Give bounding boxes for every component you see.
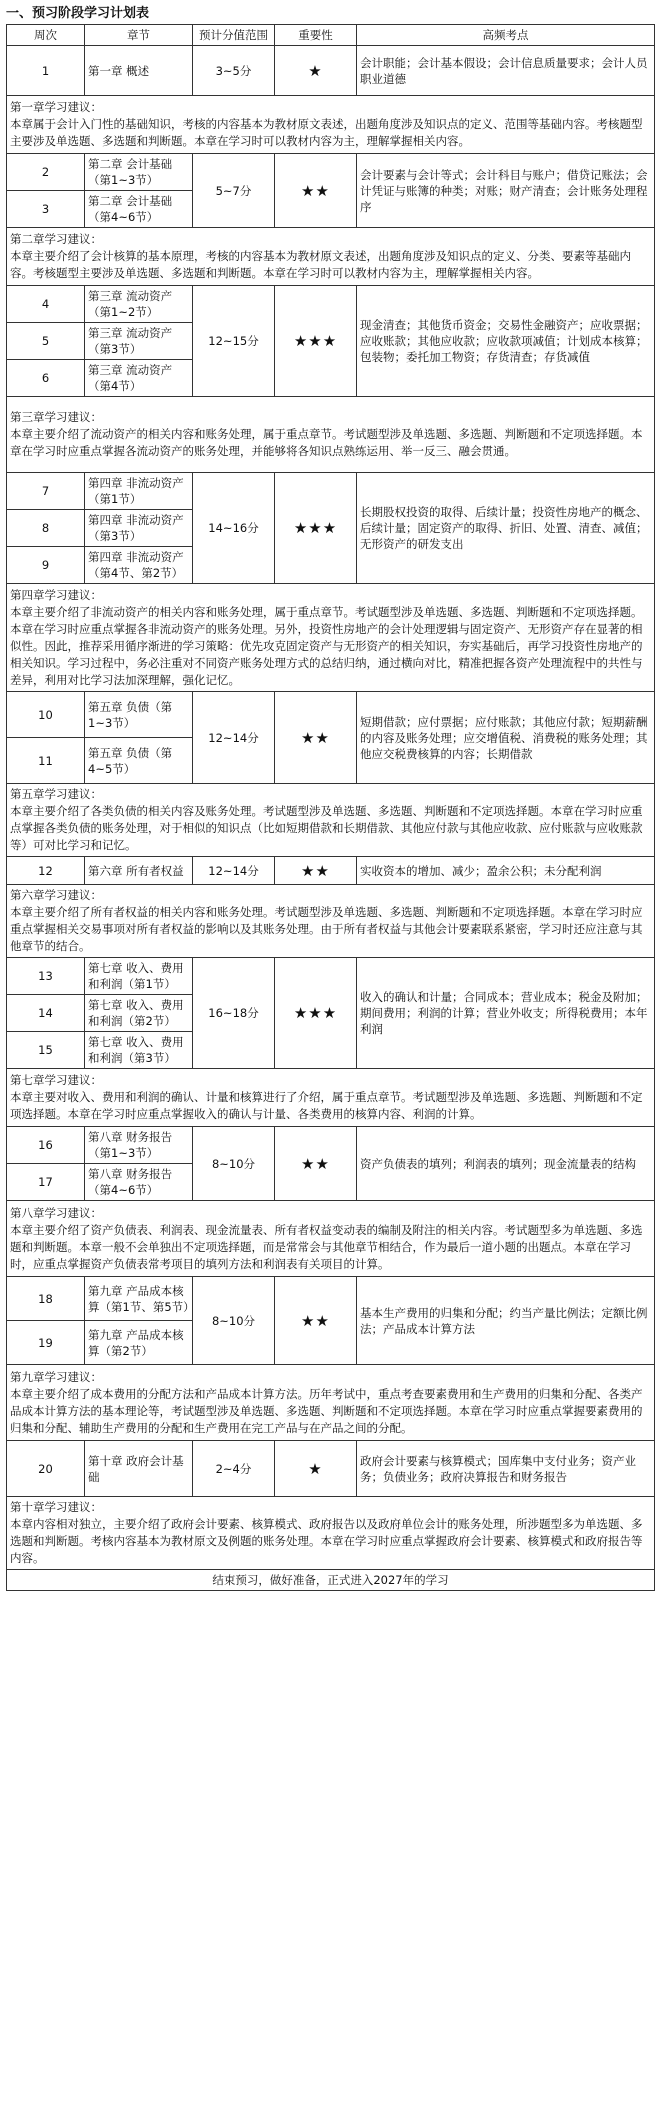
week-cell: 14 (7, 995, 85, 1032)
importance-stars: ★★ (275, 1127, 357, 1201)
table-row (7, 154, 655, 191)
section-cell: 第三章 流动资产（第3节） (85, 323, 193, 360)
importance-stars: ★★ (275, 692, 357, 784)
week-cell: 19 (7, 1321, 85, 1365)
importance-stars: ★★★ (275, 958, 357, 1069)
key-points-cell: 会计职能；会计基本假设；会计信息质量要求；会计人员职业道德 (357, 46, 655, 96)
week-cell: 8 (7, 510, 85, 547)
study-advice-row (7, 1497, 655, 1570)
week-cell: 2 (7, 154, 85, 191)
week-cell: 17 (7, 1164, 85, 1201)
week-cell: 3 (7, 191, 85, 228)
study-advice-title: 第八章学习建议： (10, 1205, 102, 1220)
key-points-cell: 资产负债表的填列；利润表的填列；现金流量表的结构 (357, 1127, 655, 1201)
section-cell: 第六章 所有者权益 (85, 857, 193, 885)
table-row (7, 958, 655, 995)
section-title: 一、预习阶段学习计划表 (6, 6, 150, 21)
week-cell: 16 (7, 1127, 85, 1164)
table-row (7, 1277, 655, 1321)
study-advice-title: 第六章学习建议： (10, 888, 102, 902)
score-cell: 8~10分 (193, 1277, 275, 1365)
section-cell: 第五章 负债（第4~5节） (85, 738, 193, 784)
section-cell: 第三章 流动资产（第4节） (85, 360, 193, 397)
study-advice-title: 第七章学习建议： (10, 1073, 102, 1087)
score-cell: 3~5分 (193, 46, 275, 96)
section-cell: 第五章 负债（第1~3节） (85, 692, 193, 738)
key-points-cell: 长期股权投资的取得、后续计量；投资性房地产的概念、后续计量；固定资产的取得、折旧、处置、清查、减值；无形资产的研发支出 (357, 473, 655, 584)
key-points-cell: 收入的确认和计量；合同成本；营业成本；税金及附加；期间费用；利润的计算；营业外收支；所得税费用；本年利润 (357, 958, 655, 1069)
study-advice-text: 本章主要介绍了成本费用的分配方法和产品成本计算方法。历年考试中，重点考查要素费用和生产费用的归集和分配、各类产品成本计算方法的基本理论等，考试题型涉及单选题、多选题、判断题和不定项选择题。本章在学习时应重点掌握要素费用的归集和分配、辅助生产费用的分配和生产费用在完工产品与在产品之间的分配。 (10, 1386, 643, 1435)
score-cell: 12~15分 (193, 286, 275, 397)
study-advice-title: 第十章学习建议： (10, 1500, 102, 1514)
study-advice-row (7, 784, 655, 857)
study-advice-title: 第二章学习建议： (10, 232, 102, 246)
week-cell: 5 (7, 323, 85, 360)
study-plan-table (6, 24, 655, 1591)
section-cell: 第八章 财务报告（第1~3节） (85, 1127, 193, 1164)
section-cell: 第二章 会计基础（第1~3节） (85, 154, 193, 191)
study-advice-row (7, 1069, 655, 1127)
table-row (7, 1441, 655, 1497)
study-advice-title: 第三章学习建议： (10, 410, 102, 424)
study-advice-text: 本章主要介绍了流动资产的相关内容和账务处理，属于重点章节。考试题型涉及单选题、多选题、判断题和不定项选择题。本章在学习时应重点掌握各流动资产的账务处理，并能够将各知识点熟练运用、举一反三、融会贯通。 (10, 427, 643, 458)
study-advice-text: 本章主要介绍了非流动资产的相关内容和账务处理，属于重点章节。考试题型涉及单选题、多选题、判断题和不定项选择题。本章在学习时应重点掌握各非流动资产的账务处理。另外，投资性房地产的会计处理逻辑与固定资产、无形资产存在显著的相似性。因此，推荐采用循序渐进的学习策略：优先攻克固定资产与无形资产的相关知识，夯实基础后，再学习投资性房地产的相关知识。学习过程中，务必注重对不同资产账务处理方式的总结归纳，通过横向对比，精准把握各资产处理流程中的共性与差异，利用对比学习法加深理解，强化记忆。 (10, 604, 643, 687)
section-cell: 第四章 非流动资产（第1节） (85, 473, 193, 510)
score-cell: 8~10分 (193, 1127, 275, 1201)
study-advice-title: 第一章学习建议： (10, 100, 102, 114)
study-advice-cell (7, 885, 655, 958)
footer-row (7, 1570, 655, 1591)
study-advice-text: 本章内容相对独立，主要介绍了政府会计要素、核算模式、政府报告以及政府单位会计的账务处理，所涉题型多为单选题、多选题和判断题。考核内容基本为教材原文及例题的账务处理。本章在学习时应重点掌握政府会计要素、核算模式和政府报告等内容。 (10, 1517, 643, 1565)
study-advice-cell (7, 397, 655, 473)
key-points-cell: 会计要素与会计等式；会计科目与账户；借贷记账法；会计凭证与账簿的种类；对账；财产清查；会计账务处理程序 (357, 154, 655, 228)
table-row (7, 473, 655, 510)
week-cell: 12 (7, 857, 85, 885)
table-row (7, 46, 655, 96)
week-cell: 6 (7, 360, 85, 397)
section-cell: 第四章 非流动资产（第3节） (85, 510, 193, 547)
section-cell: 第九章 产品成本核算（第1节、第5节） (85, 1277, 193, 1321)
study-advice-text: 本章主要对收入、费用和利润的确认、计量和核算进行了介绍，属于重点章节。考试题型涉及单选题、多选题、判断题和不定项选择题。本章在学习时应重点掌握收入的确认与计量、各类费用的核算内容、利润的计算。 (10, 1090, 643, 1121)
importance-stars: ★ (275, 1441, 357, 1497)
study-advice-cell (7, 1201, 655, 1277)
week-cell: 15 (7, 1032, 85, 1069)
study-advice-cell (7, 1365, 655, 1441)
study-advice-row (7, 96, 655, 154)
score-cell: 12~14分 (193, 857, 275, 885)
study-advice-text: 本章主要介绍了各类负债的相关内容及账务处理。考试题型涉及单选题、多选题、判断题和不定项选择题。本章在学习时应重点掌握各类负债的账务处理，对于相似的知识点（比如短期借款和长期借款、其他应付款与其他应收款、应付账款与应收账款等）可对比学习和记忆。 (10, 804, 643, 852)
score-cell: 14~16分 (193, 473, 275, 584)
study-advice-cell (7, 1069, 655, 1127)
key-points-cell: 现金清查；其他货币资金；交易性金融资产；应收票据；应收账款；其他应收款；应收款项减值；计划成本核算；包装物；委托加工物资；存货清查；存货减值 (357, 286, 655, 397)
week-cell: 4 (7, 286, 85, 323)
section-cell: 第三章 流动资产（第1~2节） (85, 286, 193, 323)
study-advice-text: 本章属于会计入门性的基础知识，考核的内容基本为教材原文表述，出题角度涉及知识点的定义、范围等基础内容。考核题型主要涉及单选题、多选题和判断题。本章在学习时可以教材内容为主，理解掌握相关内容。 (10, 117, 643, 148)
section-cell: 第八章 财务报告（第4~6节） (85, 1164, 193, 1201)
week-cell: 20 (7, 1441, 85, 1497)
importance-stars: ★★★ (275, 473, 357, 584)
study-advice-cell (7, 784, 655, 857)
study-advice-row (7, 1201, 655, 1277)
header-score: 预计分值范围 (193, 25, 275, 46)
week-cell: 18 (7, 1277, 85, 1321)
table-row (7, 1127, 655, 1164)
study-advice-cell (7, 96, 655, 154)
header-key-points: 高频考点 (357, 25, 655, 46)
importance-stars: ★★★ (275, 286, 357, 397)
week-cell: 7 (7, 473, 85, 510)
study-advice-title: 第五章学习建议： (10, 787, 102, 801)
key-points-cell: 实收资本的增加、减少；盈余公积；未分配利润 (357, 857, 655, 885)
section-cell: 第九章 产品成本核算（第2节） (85, 1321, 193, 1365)
table-row (7, 692, 655, 738)
study-advice-title: 第四章学习建议： (10, 587, 102, 602)
section-cell: 第二章 会计基础（第4~6节） (85, 191, 193, 228)
table-header-row (7, 25, 655, 46)
study-advice-text: 本章主要介绍了会计核算的基本原理，考核的内容基本为教材原文表述，出题角度涉及知识点的定义、分类、要素等基础内容。考核题型主要涉及单选题、多选题和判断题。本章在学习时可以教材内容为主，理解掌握相关内容。 (10, 249, 631, 280)
score-cell: 2~4分 (193, 1441, 275, 1497)
header-section: 章节 (85, 25, 193, 46)
footer-text: 结束预习，做好准备，正式进入2027年的学习 (7, 1570, 655, 1591)
table-body (7, 46, 655, 1591)
score-cell: 12~14分 (193, 692, 275, 784)
key-points-cell: 基本生产费用的归集和分配；约当产量比例法；定额比例法；产品成本计算方法 (357, 1277, 655, 1365)
week-cell: 1 (7, 46, 85, 96)
score-cell: 5~7分 (193, 154, 275, 228)
header-week: 周次 (7, 25, 85, 46)
study-advice-title: 第九章学习建议： (10, 1369, 102, 1384)
importance-stars: ★★ (275, 1277, 357, 1365)
study-advice-row (7, 228, 655, 286)
week-cell: 11 (7, 738, 85, 784)
table-row (7, 857, 655, 885)
study-advice-cell (7, 228, 655, 286)
importance-stars: ★ (275, 46, 357, 96)
week-cell: 10 (7, 692, 85, 738)
study-advice-row (7, 1365, 655, 1441)
key-points-cell: 短期借款；应付票据；应付账款；其他应付款；短期薪酬的内容及账务处理；应交增值税、消费税的账务处理；其他应交税费核算的内容；长期借款 (357, 692, 655, 784)
importance-stars: ★★ (275, 154, 357, 228)
study-advice-row (7, 584, 655, 692)
header-importance: 重要性 (275, 25, 357, 46)
study-advice-cell (7, 584, 655, 692)
week-cell: 9 (7, 547, 85, 584)
importance-stars: ★★ (275, 857, 357, 885)
section-cell: 第十章 政府会计基础 (85, 1441, 193, 1497)
section-cell: 第一章 概述 (85, 46, 193, 96)
study-advice-cell (7, 1497, 655, 1570)
study-advice-row (7, 885, 655, 958)
section-cell: 第七章 收入、费用和利润（第2节） (85, 995, 193, 1032)
score-cell: 16~18分 (193, 958, 275, 1069)
table-row (7, 286, 655, 323)
key-points-cell: 政府会计要素与核算模式；国库集中支付业务；资产业务；负债业务；政府决算报告和财务报告 (357, 1441, 655, 1497)
section-cell: 第七章 收入、费用和利润（第1节） (85, 958, 193, 995)
study-advice-text: 本章主要介绍了资产负债表、利润表、现金流量表、所有者权益变动表的编制及附注的相关内容。考试题型多为单选题、多选题和判断题。本章一般不会单独出不定项选择题，而是常常会与其他章节相结合，作为最后一道小题的出题点。本章在学习时，应重点掌握资产负债表常考项目的填列方法和利润表有关项目的计算。 (10, 1222, 643, 1271)
section-cell: 第七章 收入、费用和利润（第3节） (85, 1032, 193, 1069)
section-cell: 第四章 非流动资产（第4节、第2节） (85, 547, 193, 584)
study-advice-row (7, 397, 655, 473)
week-cell: 13 (7, 958, 85, 995)
study-advice-text: 本章主要介绍了所有者权益的相关内容和账务处理。考试题型涉及单选题、多选题、判断题和不定项选择题。本章在学习时应重点掌握相关交易事项对所有者权益的影响以及其账务处理。由于所有者权益与其他会计要素联系紧密，学习时还应注意与其他章节的结合。 (10, 905, 643, 953)
